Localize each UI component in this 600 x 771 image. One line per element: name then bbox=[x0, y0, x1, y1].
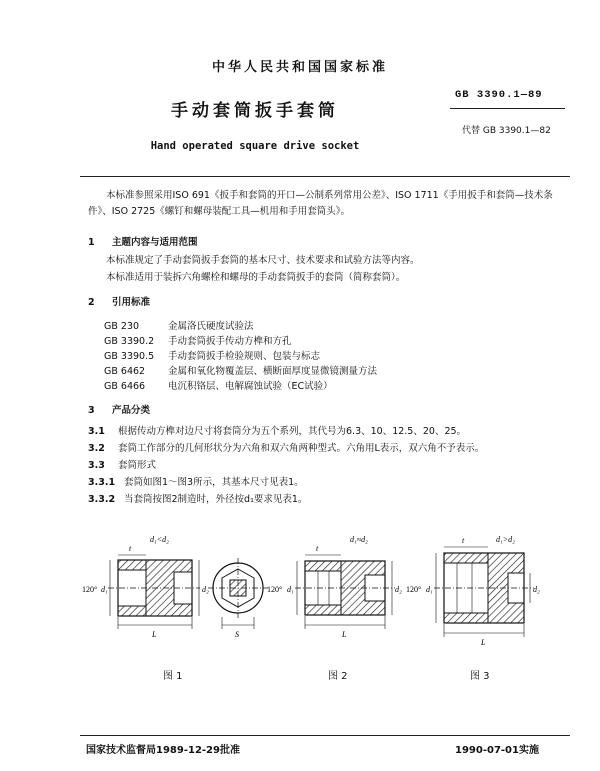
implementation-date: 1990-07-01实施 bbox=[455, 745, 539, 756]
clause-text: 套筒如图1～图3所示，其基本尺寸见表1。 bbox=[124, 477, 304, 488]
reference-name: 金属和氧化物覆盖层、横断面厚度显微镜测量方法 bbox=[168, 366, 378, 377]
reference-code: GB 230 bbox=[104, 321, 140, 332]
reference-name: 手动套筒扳手传动方榫和方孔 bbox=[168, 336, 292, 347]
reference-name: 手动套筒扳手检验规则、包装与标志 bbox=[168, 351, 321, 362]
clause-3-1 bbox=[88, 423, 466, 437]
reference-code: GB 3390.5 bbox=[104, 351, 155, 362]
clause-number: 3.3 bbox=[88, 460, 105, 471]
figure-3-drawing bbox=[434, 547, 534, 637]
figure-3-d2-label: d₂ bbox=[533, 585, 540, 594]
clause-3-2 bbox=[88, 440, 484, 454]
standard-number: GB 3390.1—89 bbox=[455, 89, 543, 101]
clause-3-3 bbox=[88, 457, 156, 471]
footer-rule bbox=[80, 735, 570, 736]
figure-1-drawing bbox=[108, 555, 268, 629]
figure-3-d1-label: d₁ bbox=[426, 585, 433, 594]
section-3-heading bbox=[88, 402, 150, 416]
figure-2-condition: d₁≈d₂ bbox=[350, 535, 368, 544]
reference-code: GB 6466 bbox=[104, 381, 146, 392]
figure-3-caption: 图 3 bbox=[470, 671, 490, 682]
figure-2-caption: 图 2 bbox=[328, 671, 348, 682]
section-number: 3 bbox=[88, 405, 95, 416]
reference-item bbox=[104, 333, 292, 347]
reference-code: GB 6462 bbox=[104, 366, 146, 377]
figure-2-d1-label: d₁ bbox=[287, 585, 294, 594]
figure-1-d1-label: d₁ bbox=[101, 585, 108, 594]
country-standard-heading: 中华人民共和国国家标准 bbox=[211, 60, 388, 75]
figure-2-L-label: L bbox=[342, 630, 347, 639]
clause-number: 3.2 bbox=[88, 443, 105, 454]
clause-text: 套筒工作部分的几何形状分为六角和双六角两种型式。六角用L表示，双六角不予表示。 bbox=[118, 443, 485, 454]
section-1-paragraph-1: 本标准规定了手动套筒扳手套筒的基本尺寸、技术要求和试验方法等内容。 bbox=[106, 255, 420, 266]
reference-name: 金属洛氏硬度试验法 bbox=[168, 321, 254, 332]
reference-item bbox=[104, 363, 377, 377]
section-number: 1 bbox=[88, 237, 95, 248]
section-title: 引用标准 bbox=[112, 297, 151, 308]
clause-3-3-2 bbox=[88, 491, 307, 505]
page-title: 手动套筒扳手套筒 bbox=[171, 101, 339, 121]
section-title: 主题内容与适用范围 bbox=[112, 237, 198, 248]
section-title: 产品分类 bbox=[112, 405, 151, 416]
figure-2-angle: 120° bbox=[267, 585, 283, 594]
english-title: Hand operated square drive socket bbox=[150, 140, 360, 152]
clause-text: 套筒形式 bbox=[118, 460, 157, 471]
intro-paragraph: 本标准参照采用ISO 691《扳手和套筒的开口—公制系列常用公差》、ISO 1711《手用扳手和套筒—技术条件》、ISO 2725《螺钉和螺母装配工具—机用和手用套筒头》。 bbox=[88, 190, 553, 217]
clause-number: 3.3.2 bbox=[88, 494, 116, 505]
section-2-heading bbox=[88, 294, 150, 308]
clause-number: 3.3.1 bbox=[88, 477, 116, 488]
figure-1-t-label: t bbox=[129, 544, 132, 553]
reference-name: 电沉积铬层、电解腐蚀试验（EC试验） bbox=[168, 381, 333, 392]
section-1-heading bbox=[88, 234, 198, 248]
figure-1-angle: 120° bbox=[82, 585, 98, 594]
clause-number: 3.1 bbox=[88, 426, 105, 437]
header-rule bbox=[80, 176, 570, 177]
reference-item bbox=[104, 378, 333, 392]
figure-1-L-label: L bbox=[152, 630, 157, 639]
figure-3-angle: 120° bbox=[406, 585, 422, 594]
clause-text: 根据传动方榫对边尺寸将套筒分为五个系列，其代号为6.3、10、12.5、20、25。 bbox=[118, 426, 467, 437]
figure-2-t-label: t bbox=[316, 544, 319, 553]
clause-3-3-1 bbox=[88, 474, 304, 488]
clause-text: 当套筒按图2制造时，外径按d₁要求见表1。 bbox=[124, 494, 308, 505]
reference-item bbox=[104, 348, 320, 362]
figure-1-caption: 图 1 bbox=[163, 671, 183, 682]
figure-2-d2-label: d₂ bbox=[395, 585, 402, 594]
reference-code: GB 3390.2 bbox=[104, 336, 155, 347]
figure-3-condition: d₁>d₂ bbox=[496, 535, 515, 544]
replaces-note: 代替 GB 3390.1—82 bbox=[462, 126, 551, 136]
reference-item bbox=[104, 318, 254, 332]
figure-3-t-label: t bbox=[462, 536, 465, 545]
section-1-paragraph-2: 本标准适用于装拆六角螺栓和螺母的手动套筒扳手的套筒（简称套筒）。 bbox=[106, 272, 406, 283]
figure-3-L-label: L bbox=[481, 638, 486, 647]
figure-1-d2-label: d₂ bbox=[202, 585, 209, 594]
figure-1-S-label: S bbox=[235, 630, 239, 639]
approval-note: 国家技术监督局1989-12-29批准 bbox=[86, 745, 240, 756]
figure-2-drawing bbox=[295, 555, 395, 629]
section-number: 2 bbox=[88, 297, 95, 308]
socket-figures bbox=[0, 525, 600, 665]
standard-number-underline bbox=[450, 108, 565, 109]
figure-1-condition: d₁<d₂ bbox=[150, 535, 169, 544]
